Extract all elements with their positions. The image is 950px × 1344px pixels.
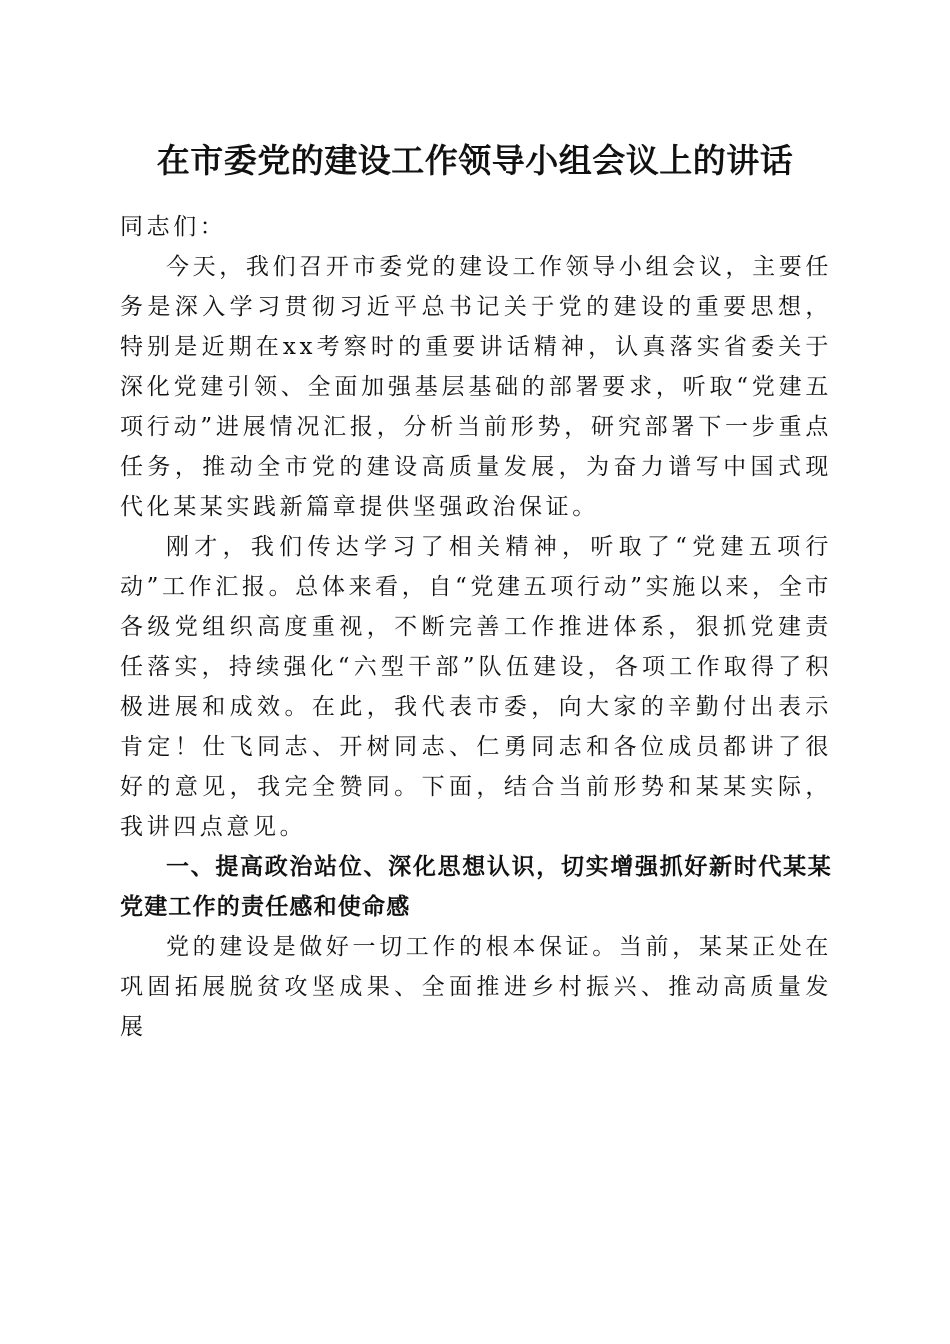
paragraph-section-1: 党的建设是做好一切工作的根本保证。当前，某某正处在巩固拓展脱贫攻坚成果、全面推进乡村振兴、推动高质量发展 bbox=[120, 934, 832, 1040]
document-body bbox=[120, 207, 832, 1047]
document-title: 在市委党的建设工作领导小组会议上的讲话 bbox=[156, 141, 794, 180]
salutation: 同志们： bbox=[120, 214, 227, 240]
section-heading-1: 一、提高政治站位、深化思想认识，切实增强抓好新时代某某党建工作的责任感和使命感 bbox=[120, 854, 832, 920]
paragraph-review: 刚才，我们传达学习了相关精神，听取了“党建五项行动”工作汇报。总体来看，自“党建五项行动”实施以来，全市各级党组织高度重视，不断完善工作推进体系，狠抓党建责任落实，持续强化“六型干部”队伍建设，各项工作取得了积极进展和成效。在此，我代表市委，向大家的辛勤付出表示肯定！仕飞同志、开树同志、仁勇同志和各位成员都讲了很好的意见，我完全赞同。下面，结合当前形势和某某实际，我讲四点意见。 bbox=[120, 534, 832, 840]
paragraph-opening: 今天，我们召开市委党的建设工作领导小组会议，主要任务是深入学习贯彻习近平总书记关于党的建设的重要思想，特别是近期在xx考察时的重要讲话精神，认真落实省委关于深化党建引领、全面加强基层基础的部署要求，听取“党建五项行动”进展情况汇报，分析当前形势，研究部署下一步重点任务，推动全市党的建设高质量发展，为奋力谱写中国式现代化某某实践新篇章提供坚强政治保证。 bbox=[120, 254, 832, 520]
